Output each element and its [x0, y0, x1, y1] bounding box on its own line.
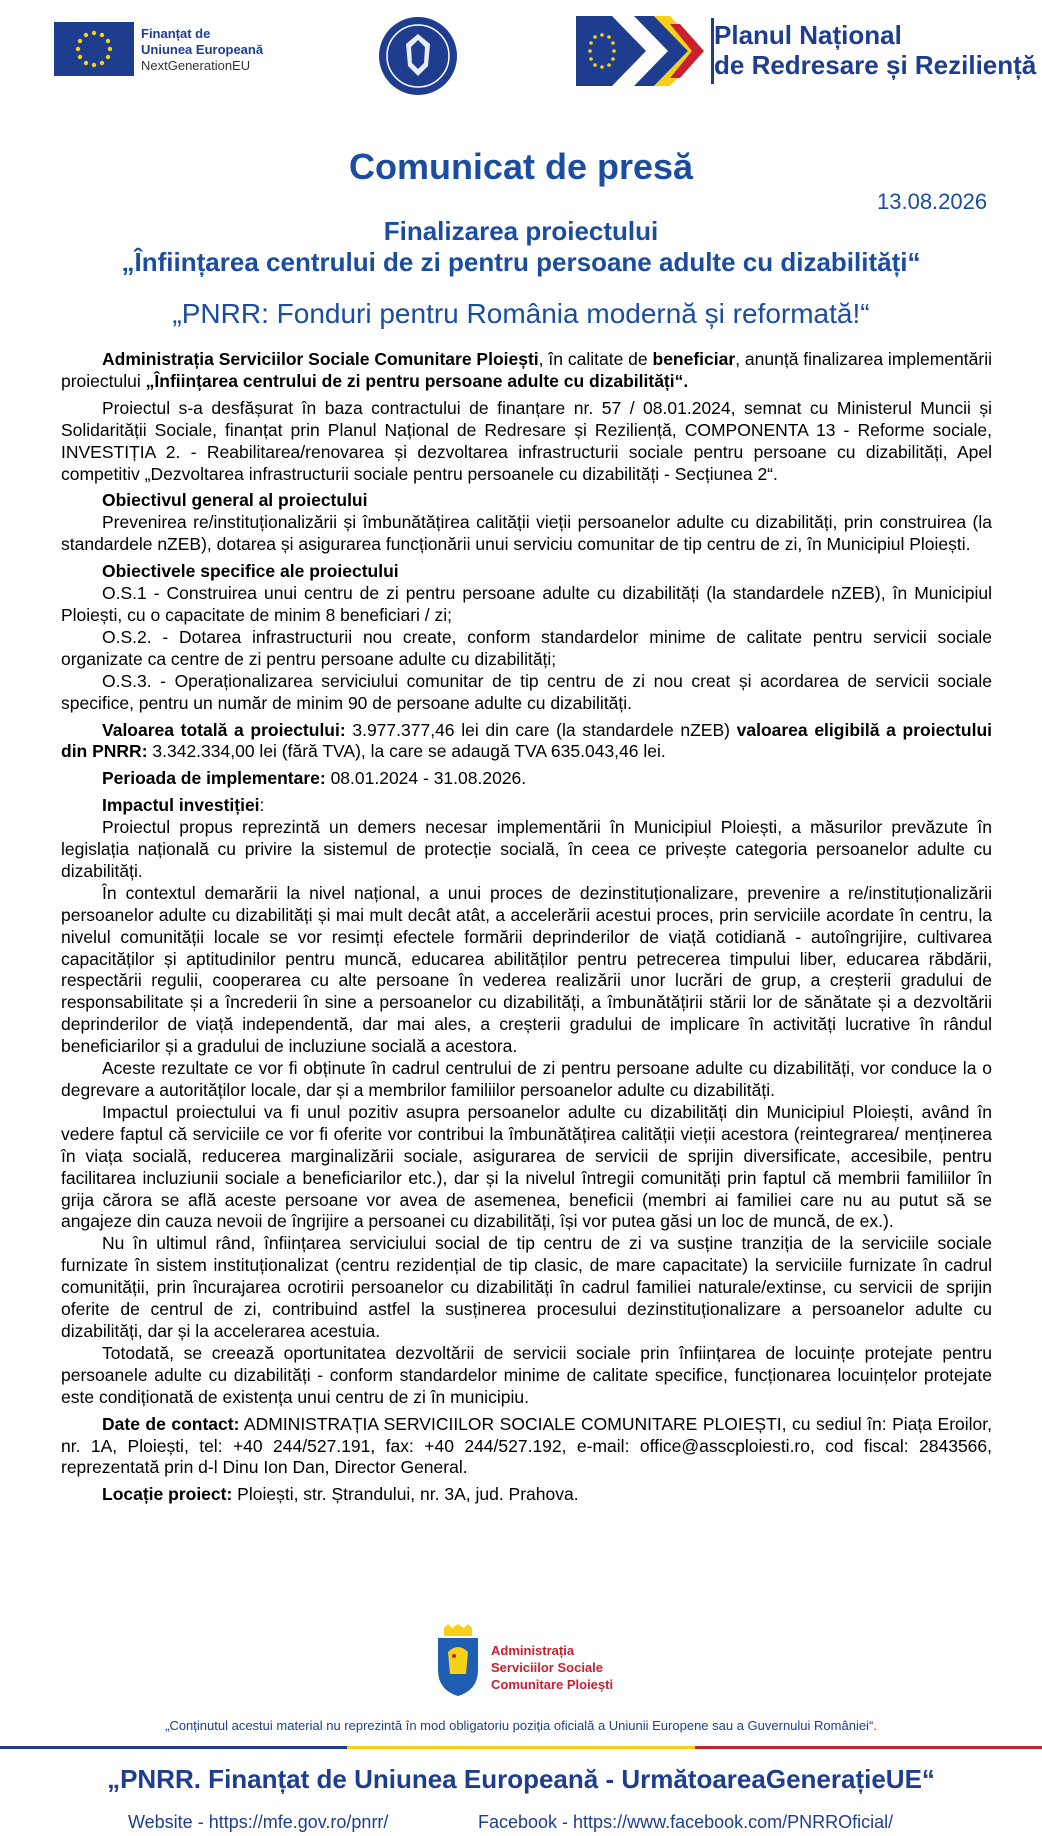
pnrr-logo-mark: [576, 16, 704, 86]
contact-paragraph: [61, 1414, 992, 1480]
tricolor-divider: [0, 1746, 1042, 1749]
asscp-logo: [432, 1624, 484, 1698]
general-objective-text: Prevenirea re/instituționalizării și îmbunătățirea calității vieții persoanelor adulte cu dizabilități, prin construirea (la standardele nZEB), dotarea și asigurarea funcționării unui serviciu comunitar de tip centru de zi, în Municipiul Ploiești.: [61, 512, 992, 555]
specific-objective-3: O.S.3. - Operaționalizarea serviciului comunitar de tip centru de zi nou creat și acordarea de servicii sociale specifice, pentru un număr de minim 90 de persoane adulte cu dizabilități.: [61, 670, 992, 713]
total-value-label: Valoarea totală a proiectului:: [102, 719, 346, 740]
contract-paragraph: Proiectul s-a desfășurat în baza contractului de finanțare nr. 57 / 08.01.2024, semnat cu Ministerul Muncii și Solidarității Sociale, finanțat prin Planul Național de Redresare și Reziliență, COMPONENTA 13 - Reforme sociale, INVESTIȚIA 2. - Reabilitarea/renovarea și dezvoltarea infrastructurii sociale pentru persoane cu dizabilități, Apel competitiv „Dezvoltarea infrastructurii sociale pentru persoanele cu dizabilități - Secțiunea 2“.: [61, 397, 992, 484]
eligible-value-label: valoarea eligibilă a proiectului din PNRR:: [61, 719, 992, 762]
impact-paragraph-2: În contextul demarării la nivel național, a unui proces de dezinstituționalizare, prevenire a re/instituționalizării persoanelor adulte cu dizabilități și mai mult decât atât, a accelerării acestui proces, prin serviciile acordate în centru, la nivelul comunității locale se vor resimți efectele formării deprinderilor de viață cotidiană - autoîngrijire, cultivarea capacităților și aptitudinilor pentru muncă, educarea abilităților pentru petrecerea timpului liber, educarea răbdării, respectării regulii, cooperarea cu alte persoane în vederea realizării unor lucrări de grup, a creșterii gradului de responsabilitate și a încrederii în sine a persoanelor cu dizabilități, a îmbunătățirii stării lor de sănătate și a dezvoltării deprinderilor de viață independentă, dar mai ales, a creșterii gradului de implicare în activități lucrative în rândul beneficiarilor și a gradului de incluziune socială a acestora.: [61, 882, 992, 1057]
facebook-link[interactable]: Facebook - https://www.facebook.com/PNRROficial/: [478, 1812, 894, 1832]
period-label: Perioada de implementare:: [102, 768, 326, 789]
specific-objective-2: O.S.2. - Dotarea infrastructurii nou create, conform standardelor minime de calitate pentru servicii sociale organizate ca centre de zi pentru persoane adulte cu dizabilități;: [61, 626, 992, 669]
stripe-yellow: [347, 1746, 694, 1749]
impact-paragraph-5: Nu în ultimul rând, înființarea serviciului social de tip centru de zi va susține tranziția de la serviciile sociale furnizate în sistem instituționalizat (centru rezidențial de tip clasic, de mare capacitate) la serviciile furnizate în cadrul comunității, prin încurajarea ocrotirii persoanelor cu dizabilități în cadrul familiei naturale/extinse, cu servicii de sprijin oferite de centrul de zi, contribuind astfel la susținerea procesului dezinstituționalizare a persoanelor adulte cu dizabilități, dar și la accelerarea acestuia.: [61, 1233, 992, 1341]
eu-flag-logo: [54, 22, 134, 76]
beneficiary-label: beneficiar: [652, 349, 736, 369]
ploiesti-coat-of-arms-icon: [432, 1624, 484, 1698]
intro-text-1: , în calitate de: [538, 349, 653, 369]
stripe-red: [695, 1746, 1042, 1749]
pnrr-label: [714, 20, 1036, 80]
page-title: Comunicat de presă: [348, 146, 694, 187]
project-subtitle: [0, 216, 1042, 278]
impact-paragraph-6: Totodată, se creează oportunitatea dezvoltării de servicii sociale prin înființarea de locuințe protejate pentru persoanele adulte cu dizabilități - conform standardelor minime de calitate specifice, funcționarea locuințelor protejate este condiționată de existența unui centru de zi în municipiu.: [61, 1342, 992, 1407]
location-value: Ploiești, str. Ștrandului, nr. 3A, jud. Prahova.: [232, 1484, 579, 1505]
location-label: Locație proiect:: [102, 1484, 233, 1505]
press-release-date: 13.08.2026: [877, 189, 988, 214]
beneficiary-name: Administrația Serviciilor Sociale Comunitare Ploiești: [102, 349, 539, 369]
general-objective-heading-text: Obiectivul general al proiectului: [102, 490, 368, 511]
contact-label: Date de contact:: [102, 1413, 240, 1434]
pnrr-label-line2: de Redresare și Reziliență: [714, 50, 1037, 80]
eu-label-line1: Finanțat de: [141, 26, 211, 41]
press-release-body: [61, 349, 992, 1506]
asscp-line2: Serviciilor Sociale: [491, 1660, 604, 1675]
impact-heading-colon: :: [259, 795, 265, 816]
intro-paragraph: [61, 349, 992, 393]
location-paragraph: [61, 1484, 992, 1506]
impact-paragraph-1: Proiectul propus reprezintă un demers necesar implementării în Municipiul Ploiești, a măsurilor prevăzute în legislația națională cu privire la sistemul de protecție socială, în ceea ce privește categoria persoanelor adulte cu dizabilități.: [61, 817, 992, 881]
total-value-text: 3.977.377,46 lei din care (la standardele nZEB): [345, 719, 737, 740]
contact-details: ADMINISTRAȚIA SERVICIILOR SOCIALE COMUNITARE PLOIEȘTI, cu sediul în: Piața Eroilor, nr. 1A, Ploiești, tel: +40 244/527.191, fax: +40 244/527.192, e-mail: office@asscploiesti.ro, cod fiscal: 2843566, reprezentată prin d-l Dinu Ion Dan, Director General.: [61, 1413, 992, 1478]
impact-heading: [61, 795, 992, 817]
subtitle-line1: Finalizarea proiectului: [383, 216, 659, 246]
government-seal-logo: [378, 16, 458, 96]
pnrr-label-line1: Planul Național: [714, 20, 902, 50]
romania-coat-of-arms-icon: [378, 16, 458, 96]
eu-label-line3: NextGenerationEU: [141, 58, 251, 73]
pnrr-slogan: „PNRR: Fonduri pentru România modernă și reformată!“: [172, 298, 870, 329]
asscp-name: [491, 1642, 613, 1693]
eu-funding-label: [141, 26, 263, 74]
specific-objective-1: O.S.1 - Construirea unui centru de zi pentru persoane adulte cu dizabilități (la standardele nZEB), în Municipiul Ploiești, cu o capacitate de minim 8 beneficiari / zi;: [61, 583, 992, 625]
project-name: „Înființarea centrului de zi pentru persoane adulte cu dizabilități“.: [145, 370, 689, 391]
asscp-line3: Comunitare Ploiești: [491, 1677, 614, 1692]
stripe-blue: [0, 1746, 347, 1749]
impact-paragraph-3: Aceste rezultate ce vor fi obținute în cadrul centrului de zi pentru persoane adulte cu dizabilități, vor conduce la o degrevare a autorităților locale, dar și a membrilor familiilor persoanelor adulte cu dizabilități.: [61, 1058, 992, 1100]
website-link[interactable]: Website - https://mfe.gov.ro/pnrr/: [128, 1812, 389, 1832]
general-objective-heading: [61, 490, 992, 512]
footer-disclaimer: „Conținutul acestui material nu reprezintă în mod obligatoriu poziția oficială a Uniunii Europene sau a Guvernului României“.: [165, 1718, 877, 1733]
footer-slogan: „PNRR. Finanțat de Uniunea Europeană - UrmătoareaGenerațieUE“: [107, 1764, 935, 1794]
intro-text-2: , anunță finalizarea implementării proiectului: [61, 349, 992, 391]
implementation-period: [61, 768, 992, 790]
period-value: 08.01.2024 - 31.08.2026.: [325, 768, 527, 789]
asscp-line1: Administrația: [491, 1643, 575, 1658]
project-value-paragraph: [61, 720, 992, 764]
impact-paragraph-4: Impactul proiectului va fi unul pozitiv asupra persoanelor adulte cu dizabilități din Municipiul Ploiești, având în vedere faptul că serviciile ce vor fi oferite vor contribui la îmbunătățirea calității vieții acestora (reintegrarea/ menținerea în viața socială, reducerea marginalizării sociale, asigurarea de servicii de sprijin diversificate, accesibile, pentru facilitarea incluziunii sociale a beneficiarilor etc.), dar și la nivelul întregii comunități prin faptul că membrii familiilor în grija cărora se află aceste persoane vor avea de asemenea, beneficii (membri ai familiei care nu au putut să se angajeze din cauza nevoii de îngrijire a persoanei cu dizabilități, își vor putea găsi un loc de muncă, de ex.).: [61, 1101, 992, 1232]
specific-objectives-heading: [61, 561, 992, 583]
pnrr-chevrons-icon: [576, 16, 704, 86]
eu-label-line2: Uniunea Europeană: [141, 42, 264, 57]
impact-heading-text: Impactul investiției: [102, 795, 260, 816]
eligible-value-text: 3.342.334,00 lei (fără TVA), la care se adaugă TVA 635.043,46 lei.: [147, 741, 666, 762]
specific-objectives-heading-text: Obiectivele specifice ale proiectului: [102, 561, 399, 582]
subtitle-line2: „Înființarea centrului de zi pentru persoane adulte cu dizabilități“: [121, 247, 921, 277]
eu-stars-icon: [54, 22, 134, 76]
